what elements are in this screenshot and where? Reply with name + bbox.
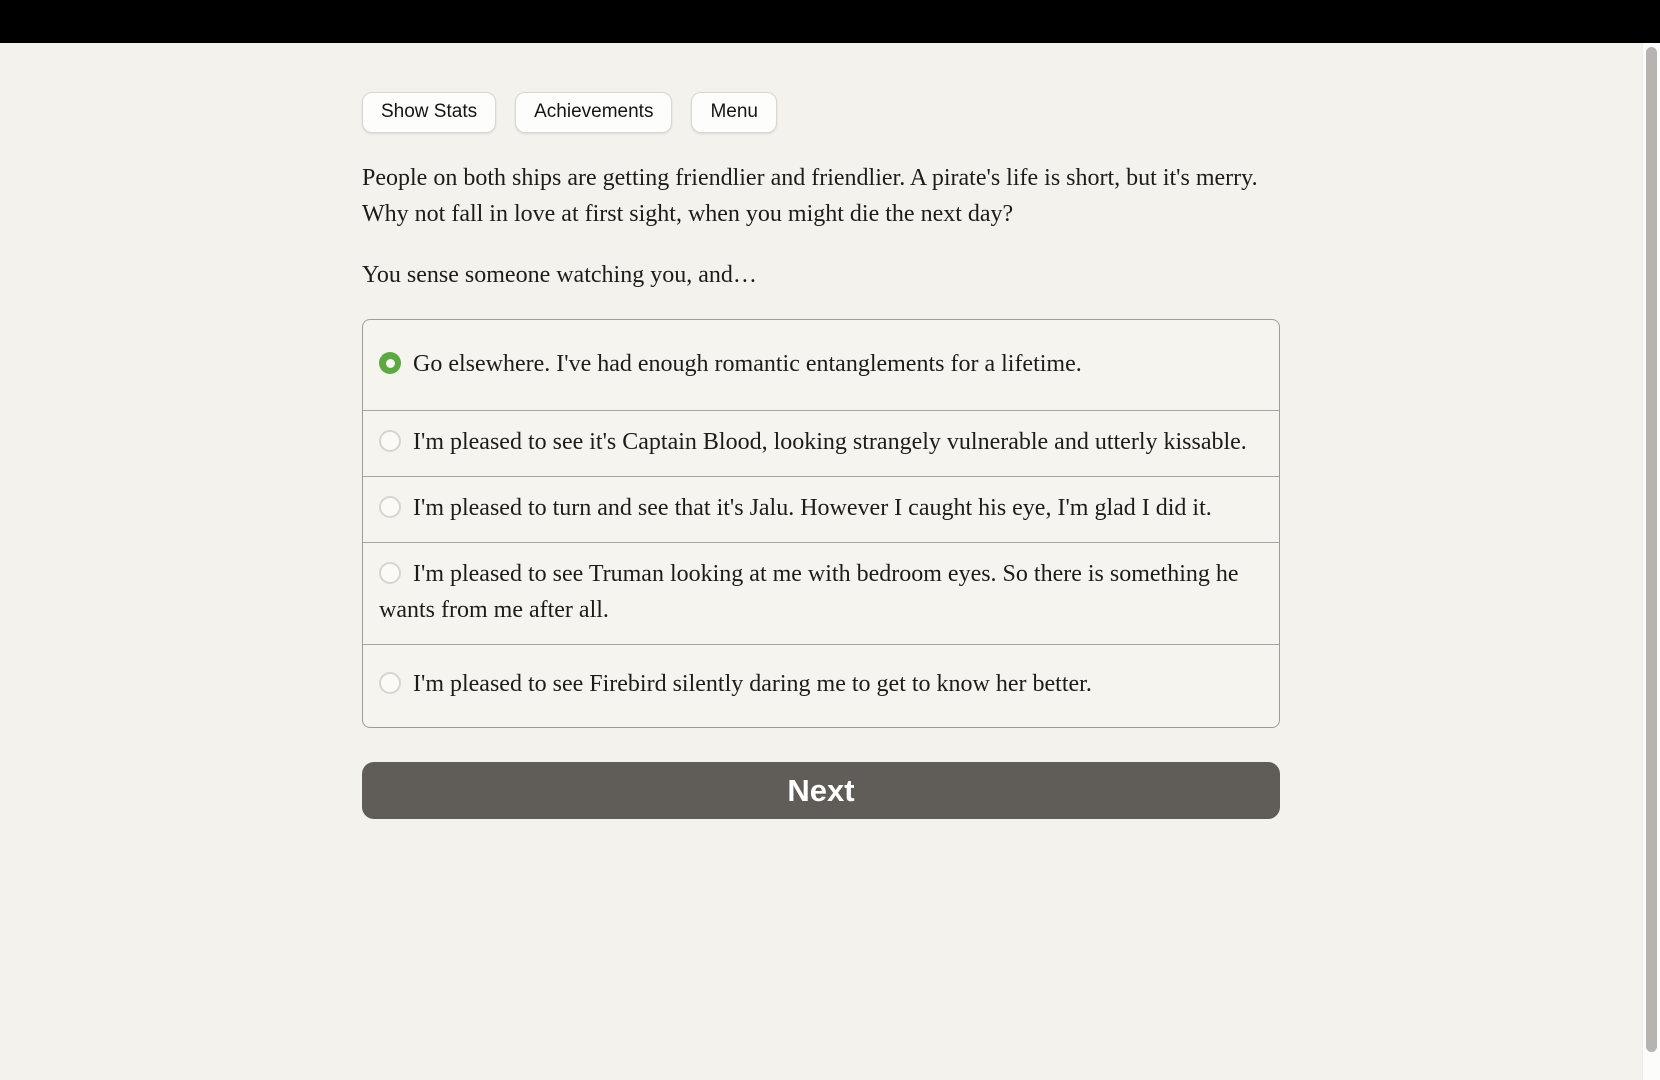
choice-option-label[interactable]: Go elsewhere. I've had enough romantic entanglements for a lifetime. [413, 351, 1082, 377]
achievements-button[interactable]: Achievements [515, 92, 672, 133]
game-content-column [362, 43, 1280, 819]
choice-option-1[interactable] [363, 320, 1279, 410]
choice-option-2[interactable] [363, 410, 1279, 476]
scrollbar-track[interactable] [1642, 43, 1660, 1080]
show-stats-button[interactable]: Show Stats [362, 92, 496, 133]
choice-option-label[interactable]: I'm pleased to see Firebird silently daring me to get to know her better. [413, 671, 1092, 697]
choice-option-3[interactable] [363, 476, 1279, 542]
radio-unselected-icon[interactable] [379, 430, 401, 452]
toolbar [362, 92, 1280, 133]
choice-option-label[interactable]: I'm pleased to turn and see that it's Jalu. However I caught his eye, I'm glad I did it. [413, 495, 1212, 521]
scrollbar-thumb[interactable] [1646, 47, 1657, 1052]
story-paragraph: You sense someone watching you, and… [362, 262, 757, 288]
choice-option-label[interactable]: I'm pleased to see Truman looking at me with bedroom eyes. So there is something he wants from me after all. [379, 561, 1239, 623]
menu-button[interactable]: Menu [691, 92, 777, 133]
choice-option-4[interactable] [363, 542, 1279, 644]
story-text [362, 160, 1280, 293]
story-paragraph: People on both ships are getting friendlier and friendlier. A pirate's life is short, but it's merry. Why not fall in love at first sight, when you might die the next day? [362, 165, 1258, 227]
next-button[interactable]: Next [362, 762, 1280, 819]
choice-list [362, 319, 1280, 728]
radio-unselected-icon[interactable] [379, 496, 401, 518]
choice-option-label[interactable]: I'm pleased to see it's Captain Blood, looking strangely vulnerable and utterly kissable. [413, 429, 1247, 455]
radio-unselected-icon[interactable] [379, 672, 401, 694]
choice-option-5[interactable] [363, 644, 1279, 727]
letterbox-top-bar [0, 0, 1660, 43]
radio-selected-icon[interactable] [379, 352, 401, 374]
radio-unselected-icon[interactable] [379, 562, 401, 584]
